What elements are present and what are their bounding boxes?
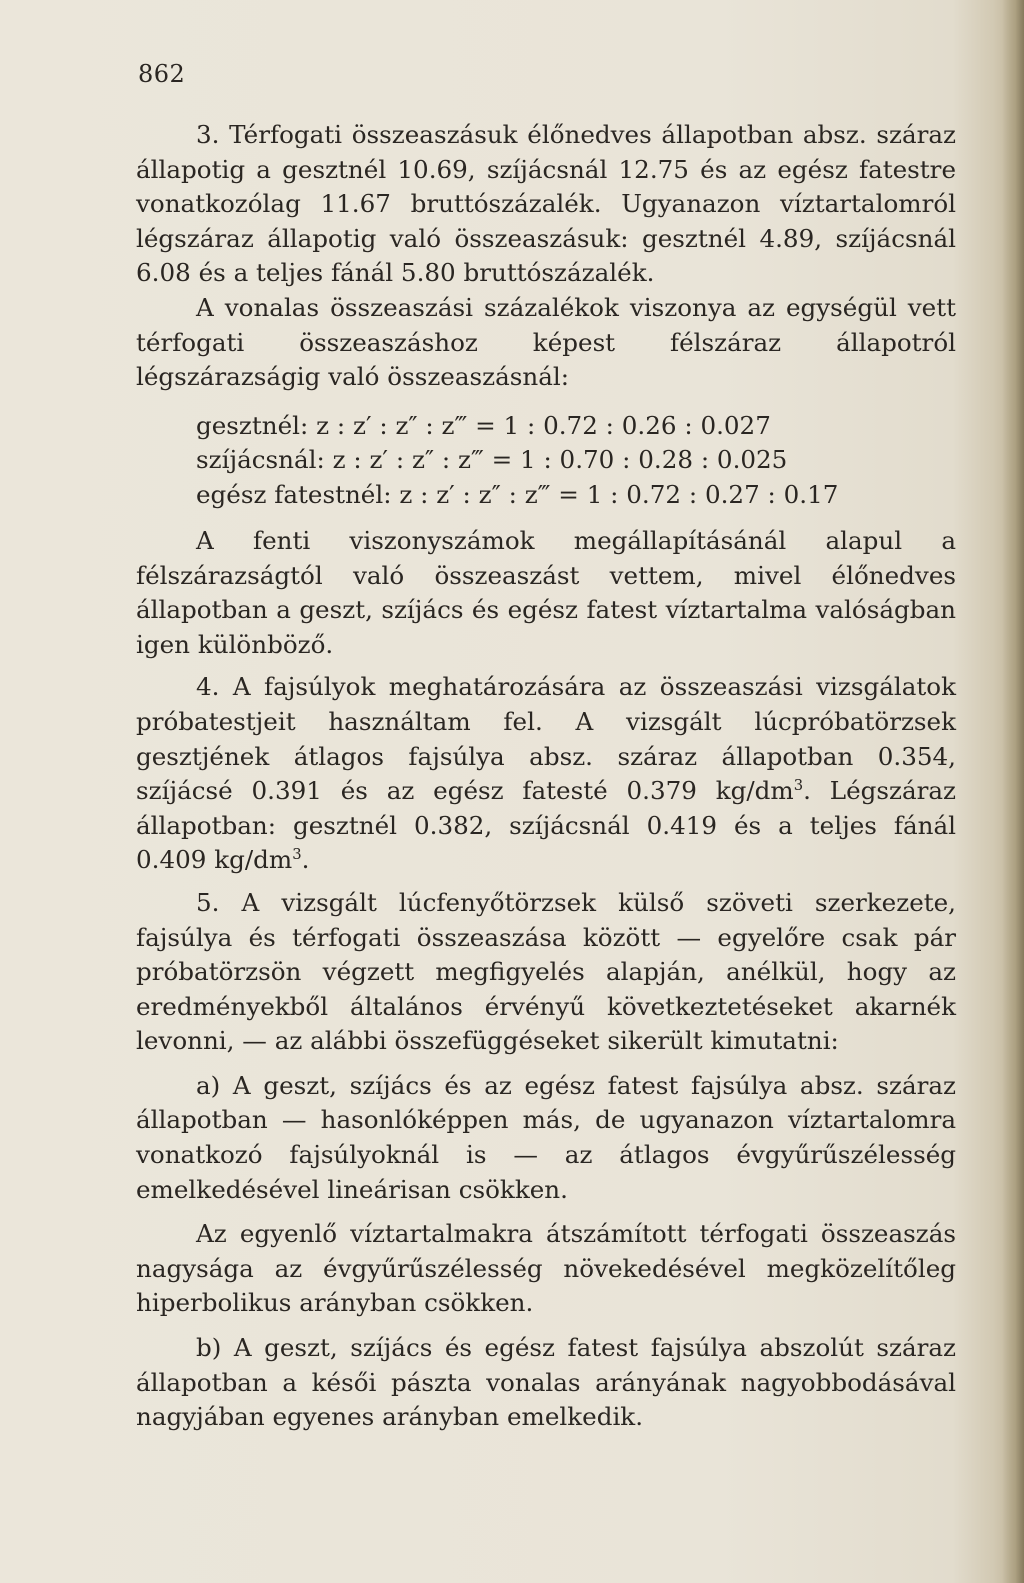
paragraph-ratio-explanation: A fenti viszonyszámok megállapításánál alapul a félszárazságtól való összeaszást vettem, mivel élőnedves állapotban a geszt, szíjács és egész fatest víztartalma valóságban igen különböző. <box>136 525 956 659</box>
paragraph-5b: b) A geszt, szíjács és egész fatest fajsúlya abszolút száraz állapotban a késői pászta vonalas arányának nagyobbodásával nagyjában egyenes arányban emelkedik. <box>136 1333 956 1432</box>
body-text <box>136 118 956 1435</box>
formula-szijacs: szíjácsnál: z : z′ : z″ : z‴ = 1 : 0.70 : 0.28 : 0.025 <box>196 445 788 475</box>
superscript-3: 3 <box>292 846 302 864</box>
superscript-3: 3 <box>793 777 804 795</box>
paragraph-4-part-b: . Légszáraz állapotban: gesztnél 0.382, szíjácsnál 0.419 és a teljes fánál 0.409 kg/dm <box>136 776 956 875</box>
paragraph-3: 3. Térfogati összeaszásuk élőnedves állapotban absz. száraz állapotig a gesztnél 10.69, szíjácsnál 12.75 és az egész fatestre vonatkozólag 11.67 bruttószázalék. Ugyanazon víztartalomról légszáraz állapotig való összeaszásuk: gesztnél 4.89, szíjácsnál 6.08 és a teljes fánál 5.80 bruttószázalék. <box>136 120 956 288</box>
paragraph-4-part-c: . <box>301 845 310 875</box>
paragraph-5: 5. A vizsgált lúcfenyőtörzsek külső szöveti szerkezete, fajsúlya és térfogati összeaszása között — egyelőre csak pár próbatörzsön végzett megfigyelés alapján, anélkül, hogy az eredményekből általános érvényű következtetéseket akarnék levonni, — az alábbi összefüggéseket sikerült kimutatni: <box>136 887 956 1056</box>
formula-egesz-fatest: egész fatestnél: z : z′ : z″ : z‴ = 1 : 0.72 : 0.27 : 0.17 <box>196 479 839 509</box>
formula-geszt: gesztnél: z : z′ : z″ : z‴ = 1 : 0.72 : 0.26 : 0.027 <box>196 410 771 440</box>
ratio-formulas <box>136 409 956 512</box>
page-edge-shadow <box>1002 0 1024 1583</box>
paragraph-5a: a) A geszt, szíjács és az egész fatest fajsúlya absz. száraz állapotban — hasonlóképpen más, de ugyanazon víztartalomra vonatkozó fajsúlyoknál is — az átlagos évgyűrűszélesség emelkedésével lineárisan csökken. <box>136 1070 956 1204</box>
paragraph-5a-continued: Az egyenlő víztartalmakra átszámított térfogati összeaszás nagysága az évgyűrűszélesség növekedésével megközelítőleg hiperbolikus arányban csökken. <box>136 1219 956 1318</box>
paragraph-4 <box>136 670 956 878</box>
page-number: 862 <box>138 60 186 88</box>
paragraph-4-part-a: 4. A fajsúlyok meghatározására az összeaszási vizsgálatok próbatestjeit használtam fel. A vizsgált lúcpróbatörzsek gesztjének átlagos fajsúlya absz. száraz állapotban 0.354, szíjácsé 0.391 és az egész fatesté 0.379 kg/dm <box>136 672 956 806</box>
paragraph-ratio-intro: A vonalas összeaszási százalékok viszonya az egységül vett térfogati összeaszáshoz képest félszáraz állapotról légszárazságig való összeaszásnál: <box>136 292 956 392</box>
